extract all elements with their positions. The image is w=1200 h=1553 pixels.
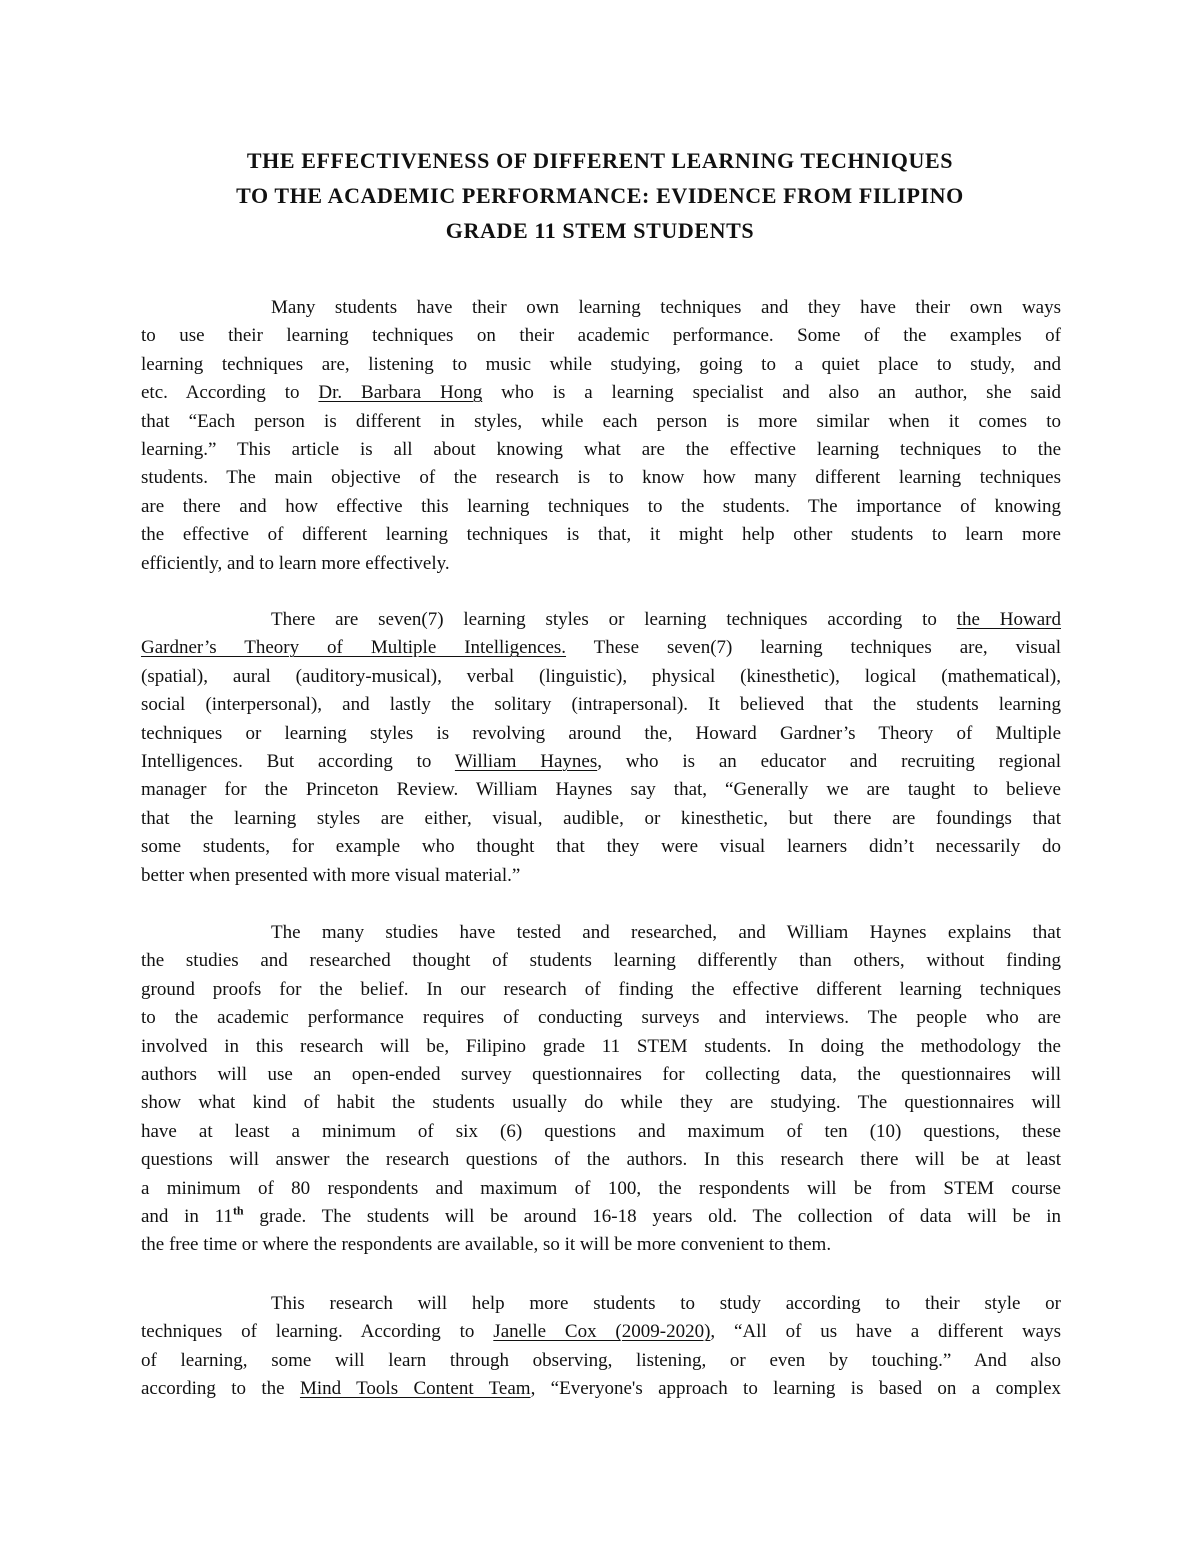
text-fragment: , “Everyone's approach to learning is based on a complex <box>530 1378 1061 1400</box>
text-line <box>141 379 1061 407</box>
text-line: authors will use an open-ended survey questionnaires for collecting data, the questionnaires will <box>141 1063 1061 1085</box>
text-fragment: , who is an educator and recruiting regional <box>597 750 1061 772</box>
title-line: THE EFFECTIVENESS OF DIFFERENT LEARNING TECHNIQUES <box>246 148 954 173</box>
text-line: ground proofs for the belief. In our research of finding the effective different learning techniques <box>141 978 1061 1000</box>
text-line: the studies and researched thought of students learning differently than others, without finding <box>141 950 1061 972</box>
text-line: show what kind of habit the students usually do while they are studying. The questionnaires will <box>141 1092 1061 1114</box>
reference-link-howard-gardner[interactable]: the Howard <box>956 609 1061 630</box>
text-line: This research will help more students to study according to their style or <box>271 1293 1061 1314</box>
text-line: social (interpersonal), and lastly the solitary (intrapersonal). It believed that the students learning <box>141 694 1061 716</box>
text-line: students. The main objective of the research is to know how many different learning techniques <box>141 467 1061 489</box>
paragraph-conclusion <box>141 1290 1061 1404</box>
paragraph-methodology <box>141 919 1061 1260</box>
reference-link-william-haynes[interactable]: William Haynes <box>454 750 598 772</box>
text-line <box>141 1375 1061 1403</box>
text-line: learning.” This article is all about knowing what are the effective learning techniques to the <box>141 438 1061 460</box>
text-fragment: These seven(7) learning techniques are, visual <box>566 637 1061 659</box>
text-line <box>141 634 1061 662</box>
text-line: are there and how effective this learning techniques to the students. The importance of knowing <box>141 495 1061 517</box>
paragraph-learning-styles <box>141 606 1061 890</box>
text-fragment: who is a learning specialist and also an author, she said <box>482 382 1061 404</box>
reference-link-barbara-hong[interactable]: Dr. Barbara Hong <box>318 382 483 404</box>
text-line: better when presented with more visual material.” <box>141 864 521 886</box>
reference-link-janelle-cox[interactable]: Janelle Cox (2009-2020) <box>493 1321 711 1343</box>
text-fragment: etc. According to <box>141 382 319 404</box>
text-line <box>141 1203 1061 1231</box>
text-line: to the academic performance requires of conducting surveys and interviews. The people who are <box>141 1007 1061 1029</box>
text-line: that the learning styles are either, visual, audible, or kinesthetic, but there are foundings that <box>141 807 1061 829</box>
text-fragment: techniques of learning. According to <box>141 1321 494 1343</box>
text-line <box>141 748 1061 776</box>
text-line: questions will answer the research questions of the authors. In this research there will be at least <box>141 1149 1061 1171</box>
text-line: efficiently, and to learn more effectively. <box>141 552 450 574</box>
text-line: a minimum of 80 respondents and maximum of 100, the respondents will be from STEM course <box>141 1177 1061 1199</box>
ordinal-suffix: th <box>232 1203 244 1218</box>
text-line: Many students have their own learning techniques and they have their own ways <box>271 297 1061 318</box>
title-line: TO THE ACADEMIC PERFORMANCE: EVIDENCE FROM FILIPINO <box>236 183 964 208</box>
text-line: The many studies have tested and researched, and William Haynes explains that <box>271 922 1061 943</box>
text-line: some students, for example who thought that they were visual learners didn’t necessarily do <box>141 836 1061 858</box>
text-line <box>141 1318 1061 1346</box>
text-fragment: and in 11 <box>141 1205 233 1227</box>
text-line: the free time or where the respondents are available, so it will be more convenient to them. <box>141 1234 832 1256</box>
text-line: (spatial), aural (auditory-musical), verbal (linguistic), physical (kinesthetic), logical (mathematical), <box>141 665 1061 687</box>
text-line: the effective of different learning techniques is that, it might help other students to learn more <box>141 524 1061 546</box>
text-fragment: grade. The students will be around 16-18 years old. The collection of data will be in <box>243 1205 1061 1227</box>
document-title <box>130 143 1070 248</box>
text-line: have at least a minimum of six (6) questions and maximum of ten (10) questions, these <box>141 1120 1061 1142</box>
text-fragment: There are seven(7) learning styles or learning techniques according to <box>271 609 957 630</box>
text-line: of learning, some will learn through observing, listening, or even by touching.” And also <box>141 1349 1061 1371</box>
reference-link-multiple-intelligences[interactable]: Gardner’s Theory of Multiple Intelligences. <box>141 637 567 659</box>
paragraph-introduction <box>141 294 1061 578</box>
text-fragment: Intelligences. But according to <box>141 750 455 772</box>
title-line: GRADE 11 STEM STUDENTS <box>445 218 755 243</box>
text-line: manager for the Princeton Review. William Haynes say that, “Generally we are taught to believe <box>141 779 1061 801</box>
text-line: learning techniques are, listening to music while studying, going to a quiet place to study, and <box>141 353 1061 375</box>
text-line: techniques or learning styles is revolving around the, Howard Gardner’s Theory of Multiple <box>141 722 1061 744</box>
text-fragment: according to the <box>141 1378 300 1400</box>
reference-link-mind-tools[interactable]: Mind Tools Content Team <box>299 1378 531 1400</box>
text-line: involved in this research will be, Filipino grade 11 STEM students. In doing the methodology the <box>141 1035 1061 1057</box>
text-line: to use their learning techniques on their academic performance. Some of the examples of <box>141 325 1061 347</box>
text-line: that “Each person is different in styles, while each person is more similar when it comes to <box>141 410 1061 432</box>
text-fragment: , “All of us have a different ways <box>710 1321 1062 1343</box>
text-line <box>141 606 1061 634</box>
